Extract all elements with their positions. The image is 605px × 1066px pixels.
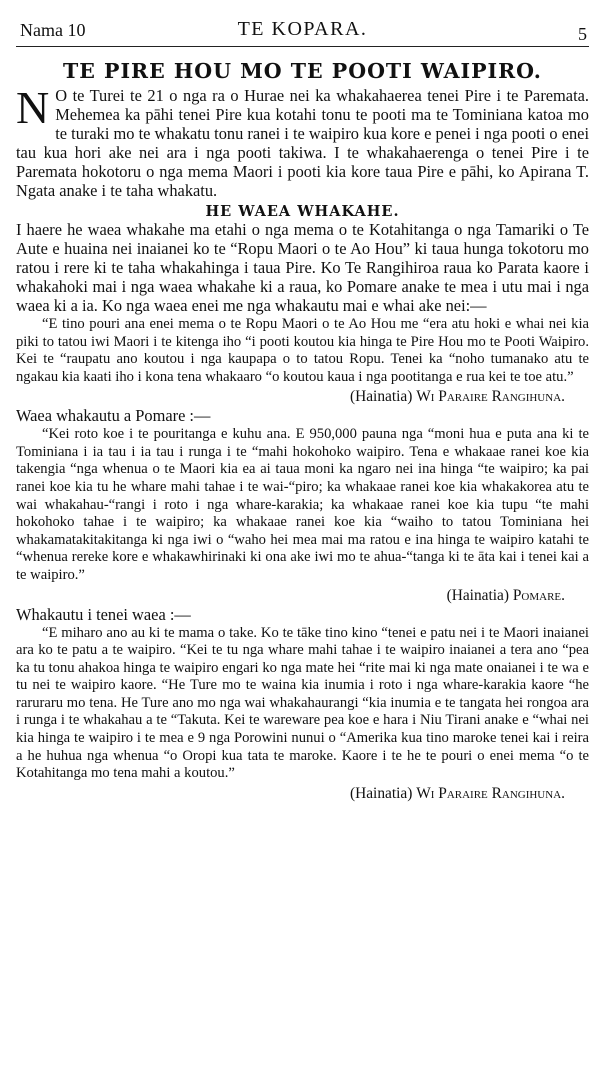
signature-name: Pomare. xyxy=(512,586,565,604)
signature-prefix: (Hainatia) xyxy=(446,586,509,604)
header-rule xyxy=(16,46,589,47)
section-subheading: HE WAEA WHAKAHE. xyxy=(205,203,400,221)
telegram-1: “E tino pouri ana enei mema o te Ropu Maori o te Ao Hou me “era atu hoki e whai nei kia piki to tatou iwi Maori i te kitenga iho “i pooti koutou kia hinga te Pire Hou mo te Pooti Waipiro. Kei te “raupatu ano koutou i nga kaupapa o to tatou Ropu. Tenei ka “noho tumanako atu te ngakau kia kaati iho i kona tena whakaaro “o koutou kaua i nga pootitanga e rua kei te toe atu.” xyxy=(16,315,589,385)
reply-label: Waea whakautu a Pomare :— xyxy=(16,406,211,426)
signature-prefix: (Hainatia) xyxy=(349,388,413,406)
issue-number: Nama 10 xyxy=(20,20,86,40)
telegram-3: “E miharo ano au ki te mama o take. Ko te tāke tino kino “tenei e patu nei i te Maori inaianei ara ko te patu a te waipiro. “Kei te tu nga whare mahi tahae i te waipiro inaianei a tera ano “pea ka tu tonu ahakoa hinga te waipiro engari ko nga mate hei “rite mai ki nga mate onaianei i te wa e tu nei te waipiro kaore. “He Ture mo te waina kia inumia i roto i nga whare-karakia kaore “he raruraru mo tena. He Ture ano mo nga wai whakahaurangi “kia inumia e te tangata hei rongoa ara i runga i te whakahau a te “Takuta. Kei te wareware pea koe e hara i Niu Tirani anake e “whai nei kia hinga te waipiro i te mea e 9 nga Porowini nunui o “Amerika kua tino maroke tenei kai i reira a he huhua nga whenua “o Oropi kua tata te maroke. Kaore i te he te pouri o enei mema “o te Kotahitanga mo tena mahi a koutou.” xyxy=(16,624,589,782)
signature-name: Wi Paraire Rangihuna. xyxy=(416,388,565,406)
telegram-3-signature xyxy=(16,785,589,803)
signature-name: Wi Paraire Rangihuna. xyxy=(416,784,565,802)
telegram-2: “Kei roto koe i te pouritanga e kuhu ana. E 950,000 pauna nga “moni hua e puta ana ki te Tominiana i ia tau i ia tau i runga i te “mahi hokohoko waipiro. Tena e whakaae ranei koe kia takengia “nga whenua o te Maori kia ea ai taua moni ka ngaro nei ina hinga “te waipiro; ka pai ranei koe kia tu he whare mahi tahae i te wai-“piro; ka whakaae ranei koe kia whakakorea atu te wai whakahau-“rangi i roto i nga whare-karakia; ka whakaae ranei koe kia tupu “te mahi hokohoko tahae i te waipiro; ka whakaae ranei koe kia “waiho to tatou Tominiana hei whakamatakitakitanga ki nga iwi o “waho hei mea mai ma ratou e ina hinga te waipiro katahi te “whenua rereke kore e whakawhirinaki ki ona ake iwi mo te ahua-“tanga ki te āta kai i tenei kai a te waipiro.” xyxy=(16,426,589,583)
telegram-2-signature xyxy=(16,587,589,605)
answer-label: Whakautu i tenei waea :— xyxy=(16,604,191,624)
telegram-1-signature xyxy=(16,388,589,406)
waea-intro-paragraph: I haere he waea whakahe ma etahi o nga mema o te Kotahitanga o nga Tamariki o Te Aute e huaina nei inaianei ko te “Ropu Maori o te Ao Hou” ki taua hunga tokotoru mo ratou i rere ki te taha whakahinga i taua Pire. Ko Te Rangihiroa raua ko Parata kaore i whakahoki mai i nga waea whakahe ki a raua, ko Pomare anake te mea i utu mai i nga waea ki a ia. Ko nga waea enei me nga whakautu mai e whai ake nei:— xyxy=(16,220,589,316)
intro-paragraph xyxy=(16,82,589,200)
publication-title: TE KOPARA. xyxy=(237,18,368,40)
signature-prefix: (Hainatia) xyxy=(349,784,413,802)
running-head xyxy=(16,14,589,44)
drop-cap: N xyxy=(16,82,50,133)
intro-text: O te Turei te 21 o nga ra o Hurae nei ka whakahaerea tenei Pire i te Paremata. Mehemea ka pāhi tenei Pire kua kotahi tonu te pooti ma te Tominiana katoa mo te turaki mo te whakatu tonu ranei i te waipiro kua kore e penei i nga pooti o enei tau kua hori ake nei ara i nga pooti takiwa. I te whakahaerenga o tenei Pire i te Paremata hokotoru o nga mema Maori i pooti kia kore taua Pire e pāhi, ko Apirana T. Ngata anake i te taha whakatu. xyxy=(16,86,589,200)
article-title: TE PIRE HOU MO TE POOTI WAIPIRO. xyxy=(63,59,542,83)
page-number: 5 xyxy=(578,24,587,44)
